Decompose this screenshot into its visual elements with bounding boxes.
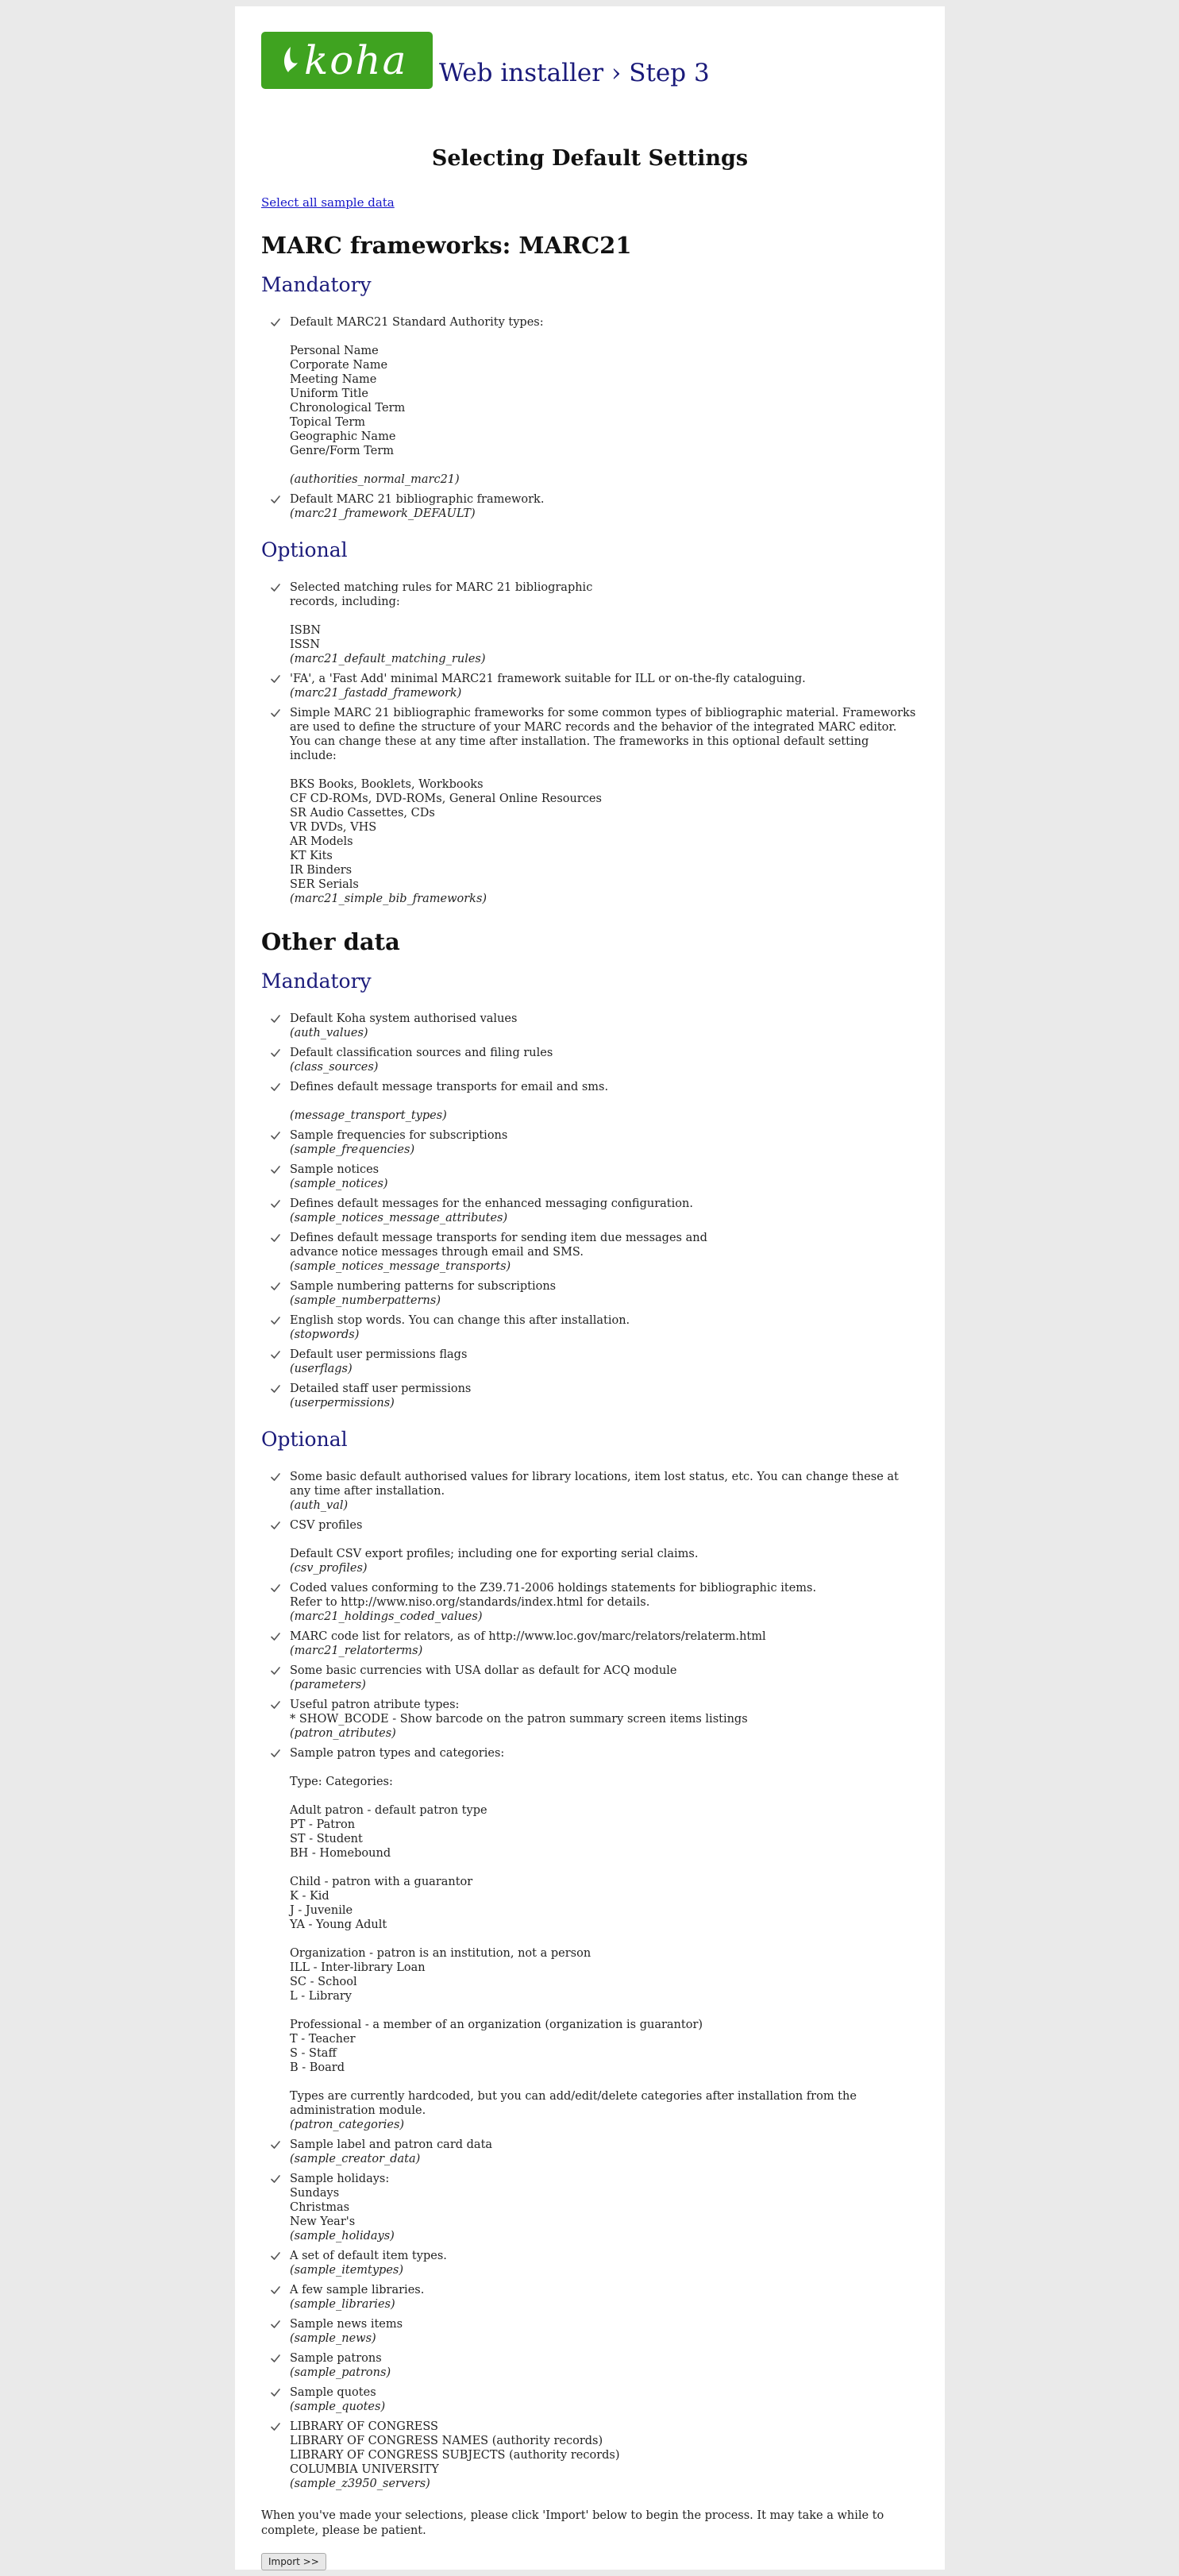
checkbox-checked-icon[interactable]: [269, 1471, 282, 1483]
option-code: (sample_notices_message_transports): [290, 1260, 511, 1273]
option-code: (marc21_default_matching_rules): [290, 653, 486, 665]
option-description: [290, 1518, 919, 1575]
description-line: S - Staff: [290, 2047, 337, 2060]
checkbox-checked-icon[interactable]: [269, 1630, 282, 1643]
sections-container: [261, 232, 919, 2491]
option-item: [269, 492, 919, 521]
description-line: Default MARC 21 bibliographic framework.: [290, 493, 545, 506]
option-description: [290, 580, 919, 666]
description-line: IR Binders: [290, 864, 353, 877]
checkbox-checked-icon[interactable]: [269, 707, 282, 719]
option-description: [290, 1629, 919, 1658]
option-description: [290, 1382, 919, 1410]
checkbox-checked-icon[interactable]: [269, 1348, 282, 1361]
description-line: Sample holidays:: [290, 2173, 390, 2185]
description-line: Selected matching rules for MARC 21 bibliographic: [290, 581, 593, 594]
description-line: Sample label and patron card data: [290, 2138, 493, 2151]
option-item: [269, 2317, 919, 2346]
description-line: [290, 458, 919, 472]
option-item: [269, 1313, 919, 1342]
description-line: Detailed staff user permissions: [290, 1382, 472, 1395]
checkbox-checked-icon[interactable]: [269, 2386, 282, 2399]
description-line: [290, 330, 919, 344]
option-code: (sample_itemtypes): [290, 2264, 404, 2277]
option-code: (sample_numberpatterns): [290, 1294, 441, 1307]
leaf-icon: [282, 45, 299, 75]
checkbox-checked-icon[interactable]: [269, 1699, 282, 1711]
checkbox-checked-icon[interactable]: [269, 1232, 282, 1244]
description-line: VR DVDs, VHS: [290, 821, 377, 834]
description-line: [290, 763, 919, 777]
description-line: T - Teacher: [290, 2033, 356, 2046]
option-item: [269, 2138, 919, 2166]
description-line: CSV profiles: [290, 1519, 363, 1532]
option-code: (marc21_holdings_coded_values): [290, 1610, 483, 1623]
option-list: [261, 1470, 919, 2491]
option-code: (sample_notices_message_attributes): [290, 1212, 508, 1224]
option-item: [269, 1470, 919, 1513]
description-line: BH - Homebound: [290, 1847, 391, 1860]
checkbox-checked-icon[interactable]: [269, 2284, 282, 2296]
option-description: [290, 1279, 919, 1308]
option-code: (stopwords): [290, 1328, 360, 1341]
description-line: Useful patron atribute types:: [290, 1699, 460, 1711]
option-item: [269, 1746, 919, 2132]
option-description: [290, 2420, 919, 2491]
option-description: [290, 1664, 919, 1692]
option-description: [290, 1012, 919, 1040]
checkbox-checked-icon[interactable]: [269, 316, 282, 329]
description-line: Defines default message transports for sending item due messages and: [290, 1232, 707, 1244]
logo-text: koha: [304, 37, 408, 83]
option-item: [269, 1080, 919, 1123]
description-line: Refer to http://www.niso.org/standards/index.html for details.: [290, 1596, 650, 1609]
description-line: AR Models: [290, 835, 353, 848]
option-description: [290, 2351, 919, 2380]
option-code: (parameters): [290, 1679, 366, 1691]
section-heading: Other data: [261, 928, 400, 955]
checkbox-checked-icon[interactable]: [269, 493, 282, 506]
installer-page: [235, 6, 945, 2570]
group-heading: Mandatory: [261, 970, 372, 993]
option-item: [269, 2249, 919, 2277]
description-line: Professional - a member of an organization (organization is guarantor): [290, 2019, 703, 2031]
description-line: Sample frequencies for subscriptions: [290, 1129, 508, 1142]
option-description: [290, 1128, 919, 1157]
description-line: ILL - Inter-library Loan: [290, 1961, 426, 1974]
option-description: [290, 2249, 919, 2277]
option-description: [290, 1231, 919, 1274]
description-line: KT Kits: [290, 850, 333, 862]
description-line: ST - Student: [290, 1833, 363, 1845]
option-code: (csv_profiles): [290, 1562, 368, 1575]
checkbox-checked-icon[interactable]: [269, 1197, 282, 1210]
description-line: Sample news items: [290, 2318, 403, 2331]
description-line: Default Koha system authorised values: [290, 1012, 518, 1025]
option-description: [290, 672, 919, 700]
description-line: Sample quotes: [290, 2386, 376, 2399]
checkbox-checked-icon[interactable]: [269, 1582, 282, 1595]
description-line: [290, 1789, 919, 1803]
description-line: [290, 2003, 919, 2018]
option-list: [261, 1012, 919, 1410]
description-line: Simple MARC 21 bibliographic frameworks for some common types of bibliographic material. Frameworks are used to define the structure of your MARC records and the behavior of the integrated MARC editor. You can change these at any time after installation. The frameworks in this optional default setting include:: [290, 707, 919, 762]
checkbox-checked-icon[interactable]: [269, 2420, 282, 2433]
option-item: [269, 1348, 919, 1376]
checkbox-checked-icon[interactable]: [269, 581, 282, 594]
description-line: YA - Young Adult: [290, 1919, 387, 1931]
option-description: [290, 1046, 919, 1074]
option-description: [290, 2317, 919, 2346]
section-heading: MARC frameworks: MARC21: [261, 232, 632, 259]
option-item: [269, 1698, 919, 1741]
description-line: ISSN: [290, 638, 321, 651]
option-description: [290, 1197, 919, 1225]
option-description: [290, 1080, 919, 1123]
option-description: [290, 1470, 919, 1513]
option-description: [290, 2138, 919, 2166]
description-line: Personal Name: [290, 345, 379, 357]
description-line: [290, 1861, 919, 1875]
group-heading: Optional: [261, 1428, 348, 1451]
option-description: [290, 1313, 919, 1342]
description-line: Topical Term: [290, 416, 366, 429]
description-line: J - Juvenile: [290, 1904, 353, 1917]
option-description: [290, 2172, 919, 2243]
checkbox-checked-icon[interactable]: [269, 1280, 282, 1293]
option-item: [269, 1581, 919, 1624]
description-line: LIBRARY OF CONGRESS NAMES (authority records): [290, 2435, 603, 2447]
option-code: (marc21_framework_DEFAULT): [290, 507, 476, 520]
option-code: (marc21_fastadd_framework): [290, 687, 462, 700]
description-line: Chronological Term: [290, 402, 406, 415]
description-line: B - Board: [290, 2061, 345, 2074]
checkbox-checked-icon[interactable]: [269, 1664, 282, 1677]
select-all-sample-data-link[interactable]: Select all sample data: [261, 195, 395, 210]
option-item: [269, 1279, 919, 1308]
checkbox-checked-icon[interactable]: [269, 2352, 282, 2365]
checkbox-checked-icon[interactable]: [269, 2318, 282, 2331]
option-description: [290, 706, 919, 906]
installer-step-title: Web installer › Step 3: [439, 59, 710, 87]
description-line: A set of default item types.: [290, 2250, 447, 2262]
instructions-text: When you've made your selections, please click 'Import' below to begin the process. It may take a while to complete, please be patient.: [261, 2509, 884, 2537]
option-code: (sample_quotes): [290, 2401, 386, 2413]
option-code: (class_sources): [290, 1061, 379, 1074]
description-line: Sample notices: [290, 1163, 380, 1176]
description-line: Christmas: [290, 2201, 350, 2214]
description-line: records, including:: [290, 596, 400, 608]
description-line: Meeting Name: [290, 373, 377, 386]
option-description: [290, 1746, 919, 2132]
option-description: [290, 2283, 919, 2312]
option-code: (patron_categories): [290, 2119, 405, 2131]
description-line: * SHOW_BCODE - Show barcode on the patron summary screen items listings: [290, 1713, 748, 1726]
description-line: Default MARC21 Standard Authority types:: [290, 316, 544, 329]
option-list: [261, 580, 919, 906]
description-line: Uniform Title: [290, 388, 368, 400]
option-item: [269, 2420, 919, 2491]
option-description: [290, 1698, 919, 1741]
group-heading: Optional: [261, 538, 348, 561]
option-description: [290, 1163, 919, 1191]
description-line: advance notice messages through email and SMS.: [290, 1246, 584, 1259]
checkbox-checked-icon[interactable]: [269, 1129, 282, 1142]
description-line: SR Audio Cassettes, CDs: [290, 807, 435, 819]
description-line: SER Serials: [290, 878, 359, 891]
option-code: (patron_atributes): [290, 1727, 396, 1740]
option-item: [269, 580, 919, 666]
checkbox-checked-icon[interactable]: [269, 1519, 282, 1532]
description-line: Organization - patron is an institution, not a person: [290, 1947, 591, 1960]
description-line: Child - patron with a guarantor: [290, 1876, 473, 1888]
option-list: [261, 315, 919, 521]
option-item: [269, 1664, 919, 1692]
description-line: Sample numbering patterns for subscriptions: [290, 1280, 557, 1293]
description-line: Default user permissions flags: [290, 1348, 468, 1361]
description-line: Defines default message transports for email and sms.: [290, 1081, 609, 1093]
option-code: (message_transport_types): [290, 1109, 447, 1122]
option-code: (marc21_relatorterms): [290, 1645, 423, 1657]
option-code: (userflags): [290, 1363, 353, 1375]
option-description: [290, 492, 919, 521]
option-code: (sample_frequencies): [290, 1143, 415, 1156]
description-line: [290, 1760, 919, 1775]
description-line: L - Library: [290, 1990, 352, 2003]
description-line: Adult patron - default patron type: [290, 1804, 487, 1817]
checkbox-checked-icon[interactable]: [269, 1382, 282, 1395]
checkbox-checked-icon[interactable]: [269, 1012, 282, 1025]
description-line: BKS Books, Booklets, Workbooks: [290, 778, 484, 791]
checkbox-checked-icon[interactable]: [269, 1314, 282, 1327]
option-item: [269, 1197, 919, 1225]
description-line: Some basic default authorised values for library locations, item lost status, etc. You can change these at any time after installation.: [290, 1471, 903, 1498]
option-item: [269, 1163, 919, 1191]
option-description: [290, 2385, 919, 2414]
import-button[interactable]: Import >>: [261, 2553, 326, 2570]
option-code: (userpermissions): [290, 1397, 395, 1409]
description-line: Coded values conforming to the Z39.71-2006 holdings statements for bibliographic items.: [290, 1582, 817, 1595]
option-item: [269, 1046, 919, 1074]
option-item: [269, 2172, 919, 2243]
koha-logo: [261, 32, 433, 89]
description-line: 'FA', a 'Fast Add' minimal MARC21 framework suitable for ILL or on-the-fly cataloguing.: [290, 673, 806, 685]
description-line: LIBRARY OF CONGRESS SUBJECTS (authority records): [290, 2449, 620, 2462]
description-line: ISBN: [290, 624, 322, 637]
description-line: [290, 2075, 919, 2089]
description-line: Default CSV export profiles; including one for exporting serial claims.: [290, 1548, 699, 1560]
description-line: Types are currently hardcoded, but you can add/edit/delete categories after installation from the administration module.: [290, 2090, 861, 2117]
description-line: PT - Patron: [290, 1818, 356, 1831]
description-line: SC - School: [290, 1976, 357, 1988]
checkbox-checked-icon[interactable]: [269, 2250, 282, 2262]
checkbox-checked-icon[interactable]: [269, 673, 282, 685]
group-heading: Mandatory: [261, 273, 372, 296]
option-item: [269, 315, 919, 487]
description-line: Genre/Form Term: [290, 445, 394, 457]
description-line: Default classification sources and filing rules: [290, 1047, 553, 1059]
option-code: (authorities_normal_marc21): [290, 473, 460, 486]
description-line: New Year's: [290, 2215, 356, 2228]
description-line: Type: Categories:: [290, 1776, 393, 1788]
checkbox-checked-icon[interactable]: [269, 1747, 282, 1760]
option-code: (auth_val): [290, 1499, 349, 1512]
checkbox-checked-icon[interactable]: [269, 1163, 282, 1176]
option-item: [269, 1231, 919, 1274]
option-item: [269, 1382, 919, 1410]
option-code: (sample_z3950_servers): [290, 2478, 430, 2490]
option-item: [269, 1012, 919, 1040]
description-line: K - Kid: [290, 1890, 329, 1903]
description-line: Some basic currencies with USA dollar as default for ACQ module: [290, 1664, 677, 1677]
option-item: [269, 672, 919, 700]
page-title: Selecting Default Settings: [431, 146, 749, 171]
description-line: [290, 1533, 919, 1547]
checkbox-checked-icon[interactable]: [269, 2138, 282, 2151]
option-code: (sample_creator_data): [290, 2153, 421, 2165]
description-line: [290, 1932, 919, 1946]
option-item: [269, 706, 919, 906]
option-code: (sample_notices): [290, 1178, 388, 1190]
description-line: Defines default messages for the enhanced messaging configuration.: [290, 1197, 693, 1210]
description-line: Sample patrons: [290, 2352, 382, 2365]
description-line: [290, 609, 919, 623]
option-code: (sample_news): [290, 2332, 376, 2345]
description-line: MARC code list for relators, as of http://www.loc.gov/marc/relators/relaterm.html: [290, 1630, 766, 1643]
description-line: English stop words. You can change this after installation.: [290, 1314, 630, 1327]
option-item: [269, 1518, 919, 1575]
option-code: (sample_holidays): [290, 2230, 395, 2242]
description-line: Sample patron types and categories:: [290, 1747, 505, 1760]
checkbox-checked-icon[interactable]: [269, 1047, 282, 1059]
description-line: [290, 1094, 919, 1109]
description-line: Geographic Name: [290, 430, 396, 443]
description-line: LIBRARY OF CONGRESS: [290, 2420, 438, 2433]
option-item: [269, 1629, 919, 1658]
option-code: (sample_libraries): [290, 2298, 395, 2311]
option-code: (auth_values): [290, 1027, 368, 1039]
option-item: [269, 2385, 919, 2414]
checkbox-checked-icon[interactable]: [269, 1081, 282, 1093]
option-description: [290, 1348, 919, 1376]
description-line: CF CD-ROMs, DVD-ROMs, General Online Resources: [290, 792, 602, 805]
description-line: COLUMBIA UNIVERSITY: [290, 2463, 439, 2476]
option-item: [269, 2351, 919, 2380]
header: [261, 25, 919, 89]
option-code: (sample_patrons): [290, 2366, 391, 2379]
option-item: [269, 1128, 919, 1157]
option-item: [269, 2283, 919, 2312]
checkbox-checked-icon[interactable]: [269, 2173, 282, 2185]
description-line: Corporate Name: [290, 359, 388, 372]
option-description: [290, 315, 919, 487]
option-description: [290, 1581, 919, 1624]
description-line: Sundays: [290, 2187, 340, 2200]
description-line: A few sample libraries.: [290, 2284, 425, 2296]
option-code: (marc21_simple_bib_frameworks): [290, 893, 487, 905]
